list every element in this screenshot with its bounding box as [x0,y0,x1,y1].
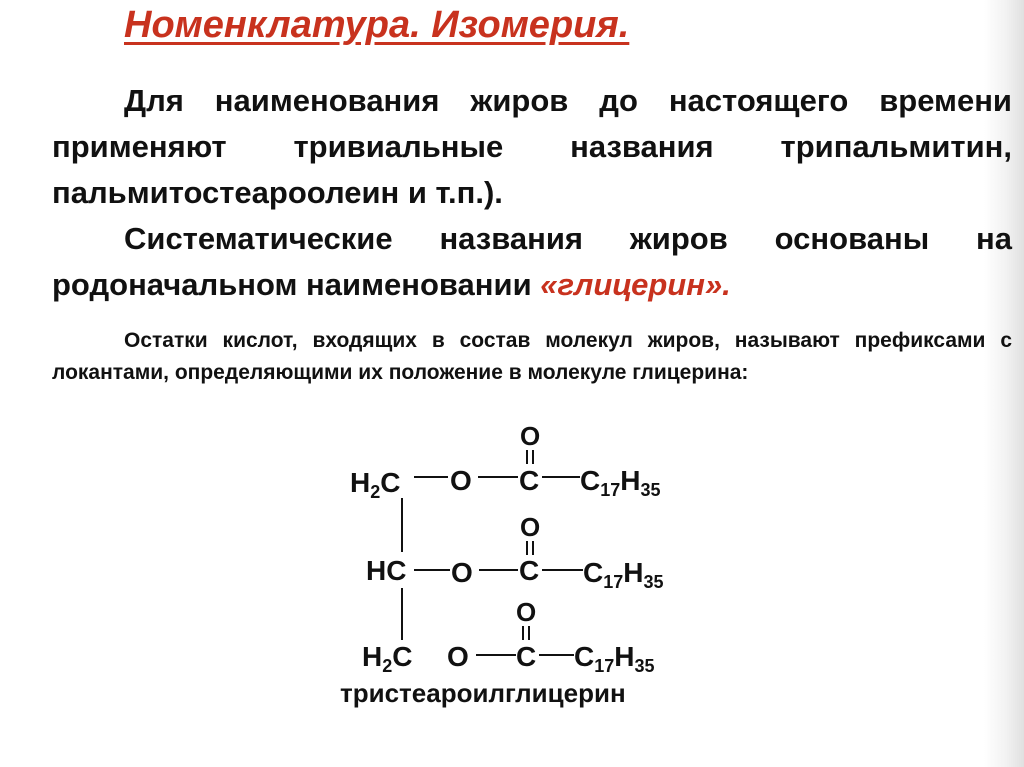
row2-carbonyl-carbon: C [519,555,540,586]
formula-row-1 [350,421,661,502]
row3-ester-oxygen: O [447,641,469,672]
row1-carbonyl-carbon: C [519,465,540,496]
row1-acyl-chain: $C_{17}H_{35}$ [580,465,661,500]
row1-ester-oxygen: O [450,465,472,496]
row3-double-oxygen: O [516,597,537,627]
row1-carbon-group: $H_2C$ [350,467,401,502]
row2-ester-oxygen: O [451,557,473,588]
row2-carbon-group: HC [366,555,407,586]
row2-acyl-chain: $C_{17}H_{35}$ [583,557,664,592]
compound-name: тристеароилглицерин [340,678,626,708]
row3-carbon-group: $H_2C$ [362,641,413,676]
row3-carbonyl-carbon: C [516,641,537,672]
paragraph-trivial-names: Для наименования жиров до настоящего времени применяют тривиальные названия трипальмитин, пальмитостеароолеин и т.п.). [52,83,1012,210]
slide-title: Номенклатура. Изомерия. [124,4,630,46]
formula-row-3 [362,597,655,676]
paragraph-systematic-text: Систематические названия жиров основаны на родоначальном наименовании [52,221,1012,302]
formula-row-2 [366,512,664,592]
paragraph-prefixes: Остатки кислот, входящих в состав молекул жиров, называют префиксами с локантами, определяющими их положение в молекуле глицерина: [52,329,1012,384]
glycerin-term: «глицерин». [540,267,731,302]
row1-double-oxygen: O [520,421,541,451]
row2-double-oxygen: O [520,512,541,542]
row3-acyl-chain: $C_{17}H_{35}$ [574,641,655,676]
